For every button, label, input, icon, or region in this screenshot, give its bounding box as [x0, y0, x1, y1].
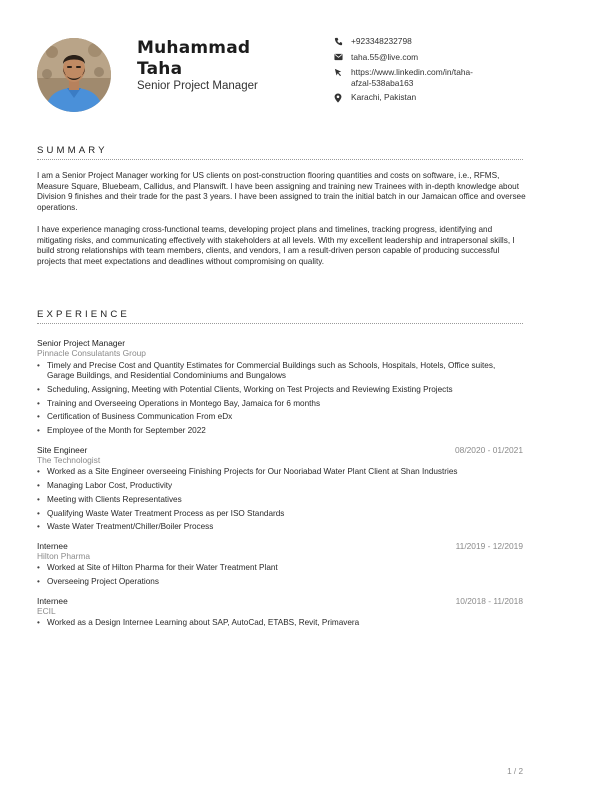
- linkedin-link[interactable]: [351, 67, 473, 88]
- location-text: Karachi, Pakistan: [351, 92, 417, 102]
- job-bullets: [37, 618, 523, 629]
- bullet-item: • Managing Labor Cost, Productivity: [37, 481, 523, 492]
- job-title: Senior Project Manager: [137, 80, 258, 92]
- contact-location: [334, 92, 534, 103]
- job-entry: [37, 541, 523, 588]
- summary-divider: [37, 159, 523, 160]
- linkedin-line-2: afzal-538aba163: [351, 77, 414, 88]
- job-entry: [37, 596, 523, 629]
- experience-section: [37, 338, 523, 637]
- experience-heading: EXPERIENCE: [37, 309, 130, 320]
- phone-icon: [334, 36, 351, 46]
- summary-heading: SUMMARY: [37, 145, 108, 156]
- job-role: Internee: [37, 540, 68, 551]
- summary-paragraph-1: I am a Senior Project Manager working for US clients on post-construction flooring quantities and costs on software, i.e., RFMS, Measure Square, Bluebeam, Callidus, and Planswift. I have been assigning and training new Trainees with in-depth knowledge about Division 9 finishes and their trade for the past 3 years. I have been assigned to train the initial batch in our Jamaican office and oversee operations.: [37, 171, 526, 213]
- name-first: Muhammad: [137, 38, 251, 58]
- bullet-item: • Worked as a Design Internee Learning about SAP, AutoCad, ETABS, Revit, Primavera: [37, 618, 523, 629]
- bullet-item: • Timely and Precise Cost and Quantity Estimates for Commercial Buildings such as Schools, Hospitals, Hotels, Office suites, Garage Buildings, and Residential Condominiums and Bungalows: [37, 361, 523, 382]
- job-entry: [37, 338, 523, 437]
- bullet-item: • Qualifying Waste Water Treatment Process as per ISO Standards: [37, 509, 523, 520]
- job-company: ECIL: [37, 605, 56, 616]
- contact-phone: [334, 36, 534, 47]
- bullet-item: • Employee of the Month for September 2022: [37, 426, 523, 437]
- contact-email: [334, 52, 534, 63]
- page-number: 1 / 2: [507, 767, 523, 776]
- job-dates: 11/2019 - 12/2019: [455, 540, 523, 551]
- bullet-item: • Worked at Site of Hilton Pharma for their Water Treatment Plant: [37, 563, 523, 574]
- contact-linkedin: [334, 67, 534, 88]
- bullet-item: • Scheduling, Assigning, Meeting with Potential Clients, Working on Test Projects and Reviewing Existing Projects: [37, 385, 523, 396]
- job-company: Pinnacle Consulatants Group: [37, 348, 146, 358]
- experience-divider: [37, 323, 523, 324]
- phone-text[interactable]: +923348232798: [351, 36, 412, 46]
- bullet-item: • Overseeing Project Operations: [37, 577, 523, 588]
- summary-paragraph-2: I have experience managing cross-functional teams, developing project plans and timelines, tracking progress, identifying and mitigating risks, and communicating effectively with stakeholders at all levels. With my excellent leadership and intrapersonal skills, I build strong relationships with team members, clients, and vendors, I am a result-driven person capable of producing successful projects that meet expectations and deadlines without compromising on quality.: [37, 224, 515, 266]
- job-company: Hilton Pharma: [37, 550, 91, 561]
- candidate-name: [137, 38, 250, 80]
- job-entry: [37, 445, 523, 533]
- bullet-item: • Worked as a Site Engineer overseeing Finishing Projects for Our Nooriabad Water Plant Client at Shan Industries: [37, 467, 523, 478]
- bullet-item: • Certification of Business Communication From eDx: [37, 412, 523, 423]
- job-role: Internee: [37, 595, 68, 606]
- bullet-item: • Training and Overseeing Operations in Montego Bay, Jamaica for 6 months: [37, 399, 523, 410]
- profile-photo: [37, 38, 111, 112]
- summary-section: [37, 171, 527, 268]
- bullet-item: • Meeting with Clients Representatives: [37, 495, 523, 506]
- name-last: Taha: [137, 59, 183, 79]
- job-role: Senior Project Manager: [37, 338, 125, 348]
- job-company: The Technologist: [37, 454, 101, 465]
- location-pin-icon: [334, 92, 351, 103]
- job-dates: 08/2020 - 01/2021: [455, 444, 523, 455]
- job-bullets: [37, 361, 523, 437]
- email-text[interactable]: taha.55@live.com: [351, 51, 419, 62]
- email-icon: [334, 52, 351, 61]
- linkedin-line-1: https://www.linkedin.com/in/taha-: [351, 67, 473, 77]
- cursor-link-icon: [334, 67, 351, 77]
- bullet-item: • Waste Water Treatment/Chiller/Boiler Process: [37, 522, 523, 533]
- job-role: Site Engineer: [37, 444, 88, 455]
- job-dates: 10/2018 - 11/2018: [455, 595, 523, 606]
- job-bullets: [37, 467, 523, 533]
- job-bullets: [37, 563, 523, 587]
- contact-list: [334, 36, 534, 108]
